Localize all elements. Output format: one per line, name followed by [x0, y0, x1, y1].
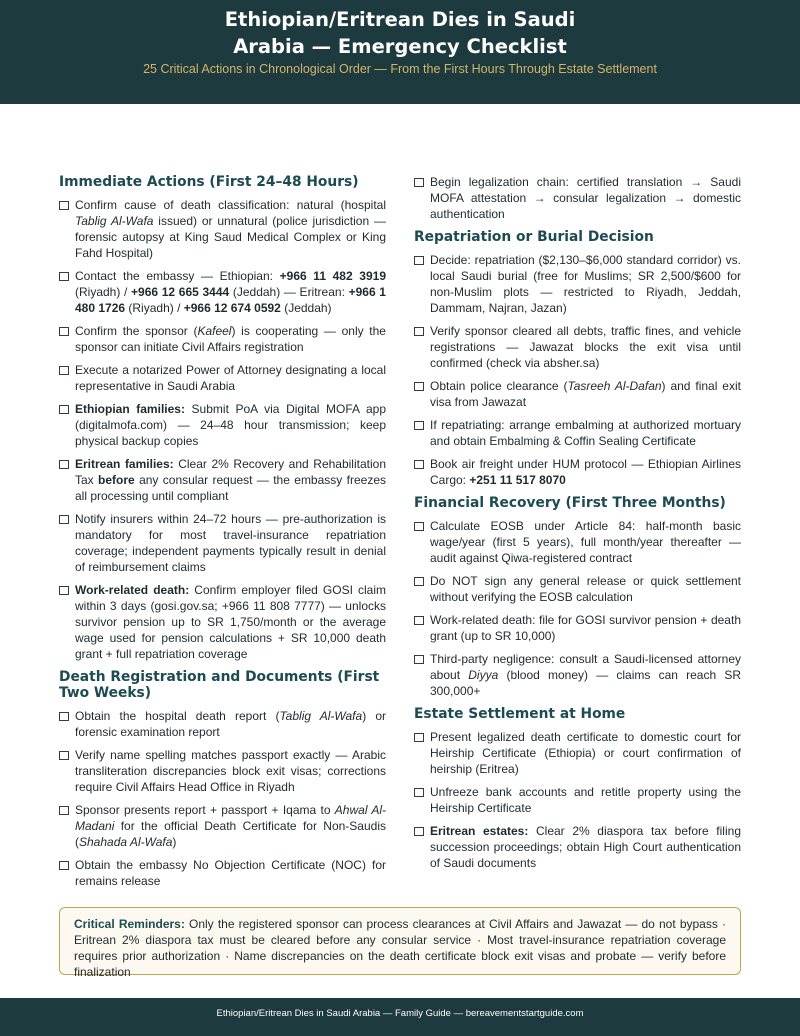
checklist-item-text: Ethiopian families: Submit PoA via Digital MOFA app (digitalmofa.com) — 24–48 hour transmission; keep physical backup copies	[75, 402, 386, 448]
checkbox-icon[interactable]	[59, 272, 69, 281]
checklist-item	[59, 747, 386, 795]
checkbox-icon[interactable]	[414, 733, 424, 742]
checklist-item-text: Eritrean estates: Clear 2% diaspora tax before filing succession proceedings; obtain High Court authentication of Saudi documents	[430, 824, 741, 870]
checkbox-icon[interactable]	[414, 655, 424, 664]
section-title: Immediate Actions (First 24–48 Hours)	[59, 174, 359, 190]
checkbox-icon[interactable]	[414, 522, 424, 531]
checklist-item	[59, 582, 386, 662]
checkbox-icon[interactable]	[59, 712, 69, 721]
checklist-item-text: Begin legalization chain: certified translation → Saudi MOFA attestation → consular legalization → domestic authentication	[430, 175, 741, 221]
section-title: Repatriation or Burial Decision	[414, 229, 654, 245]
checklist-item	[414, 784, 741, 816]
section-title: Financial Recovery (First Three Months)	[414, 495, 726, 511]
checklist-item-text: Obtain police clearance (Tasreeh Al-Dafan) and final exit visa from Jawazat	[430, 379, 741, 409]
checkbox-icon[interactable]	[414, 460, 424, 469]
left-column	[59, 174, 386, 894]
checklist-item	[414, 174, 741, 222]
checklist-columns	[59, 174, 741, 894]
checklist-item-text: Verify sponsor cleared all debts, traffic fines, and vehicle registrations — Jawazat blocks the exit visa until confirmed (check via absher.sa)	[430, 324, 741, 370]
checkbox-icon[interactable]	[414, 421, 424, 430]
checklist-item-text: Notify insurers within 24–72 hours — pre-authorization is mandatory for most travel-insurance repatriation coverage; independent payments typically result in denial of reimbursement claims	[75, 512, 386, 574]
checkbox-icon[interactable]	[59, 861, 69, 870]
checklist-item	[59, 197, 386, 261]
page-footer	[0, 998, 800, 1036]
checklist-item	[414, 456, 741, 488]
checkbox-icon[interactable]	[59, 751, 69, 760]
checklist-item	[59, 401, 386, 449]
checkbox-icon[interactable]	[59, 327, 69, 336]
checklist-item-text: Obtain the hospital death report (Tablig Al-Wafa) or forensic examination report	[75, 709, 386, 739]
checklist-item-text: Work-related death: Confirm employer filed GOSI claim within 3 days (gosi.gov.sa; +966 11 808 7777) — unlocks survivor pension up to SR 1,750/month or the average wage used for pension calculations + SR 10,000 death grant + full repatriation coverage	[75, 583, 386, 661]
checkbox-icon[interactable]	[414, 327, 424, 336]
checklist-item	[414, 651, 741, 699]
checkbox-icon[interactable]	[59, 460, 69, 469]
checklist-item	[414, 612, 741, 644]
checklist-item	[59, 802, 386, 850]
checklist-item-text: Book air freight under HUM protocol — Ethiopian Airlines Cargo: +251 11 517 8070	[430, 457, 741, 487]
right-column	[414, 174, 741, 894]
checklist-item-text: Unfreeze bank accounts and retitle property using the Heirship Certificate	[430, 785, 741, 815]
checkbox-icon[interactable]	[414, 256, 424, 265]
checklist-item	[414, 378, 741, 410]
checklist-item-text: Sponsor presents report + passport + Iqama to Ahwal Al-Madani for the official Death Certificate for Non-Saudis (Shahada Al-Wafa)	[75, 803, 386, 849]
checklist-item	[414, 823, 741, 871]
checkbox-icon[interactable]	[414, 382, 424, 391]
checklist-item-text: Obtain the embassy No Objection Certificate (NOC) for remains release	[75, 858, 386, 888]
checkbox-icon[interactable]	[59, 806, 69, 815]
checkbox-icon[interactable]	[414, 827, 424, 836]
checklist-item	[59, 456, 386, 504]
checklist-item	[59, 708, 386, 740]
checklist-item	[414, 252, 741, 316]
checklist-item	[59, 511, 386, 575]
critical-reminders-text: Only the registered sponsor can process clearances at Civil Affairs and Jawazat — do not bypass · Eritrean 2% diaspora tax must be cleared before any consular service · Most travel-insurance repatriation coverage requires prior authorization · Name discrepancies on the death certificate block exit visas and probate — verify before finalization	[74, 917, 726, 979]
footer-text: Ethiopian/Eritrean Dies in Saudi Arabia — Family Guide — bereavementstartguide.com	[216, 1008, 584, 1019]
checkbox-icon[interactable]	[414, 616, 424, 625]
checkbox-icon[interactable]	[59, 515, 69, 524]
page-subtitle: 25 Critical Actions in Chronological Order — From the First Hours Through Estate Settlement	[143, 62, 657, 76]
checklist-item-text: Do NOT sign any general release or quick settlement without verifying the EOSB calculation	[430, 574, 741, 604]
critical-reminders-label: Critical Reminders:	[74, 917, 185, 931]
checklist-item	[414, 323, 741, 371]
checkbox-icon[interactable]	[414, 577, 424, 586]
checklist-item	[414, 417, 741, 449]
checklist-item-text: Work-related death: file for GOSI survivor pension + death grant (up to SR 10,000)	[430, 613, 741, 643]
checklist-item	[59, 362, 386, 394]
checklist-item-text: Verify name spelling matches passport exactly — Arabic transliteration discrepancies block exit visas; corrections require Civil Affairs Head Office in Riyadh	[75, 748, 386, 794]
critical-reminders-box	[59, 907, 741, 979]
checkbox-icon[interactable]	[59, 366, 69, 375]
page-title: Ethiopian/Eritrean Dies in Saudi Arabia — Emergency Checklist	[224, 8, 576, 58]
checkbox-icon[interactable]	[59, 586, 69, 595]
checklist-item-text: Calculate EOSB under Article 84: half-month basic wage/year (first 5 years), full month/year thereafter — audit against Qiwa-registered contract	[430, 519, 741, 565]
checklist-item-text: Contact the embassy — Ethiopian: +966 11 482 3919 (Riyadh) / +966 12 665 3444 (Jeddah) — Eritrean: +966 1 480 1726 (Riyadh) / +966 12 674 0592 (Jeddah)	[75, 269, 386, 315]
checklist-item	[59, 857, 386, 889]
checklist-item	[59, 323, 386, 355]
checkbox-icon[interactable]	[414, 178, 424, 187]
checklist-item-text: Present legalized death certificate to domestic court for Heirship Certificate (Ethiopia) or court confirmation of heirship (Eritrea)	[430, 730, 741, 776]
checklist-item	[414, 729, 741, 777]
checkbox-icon[interactable]	[59, 201, 69, 210]
checklist-item-text: Third-party negligence: consult a Saudi-licensed attorney about Diyya (blood money) — claims can reach SR 300,000+	[430, 652, 741, 698]
checklist-item-text: Decide: repatriation ($2,130–$6,000 standard corridor) vs. local Saudi burial (free for Muslims; SR 2,500/$600 for non-Muslim plots — restricted to Riyadh, Jeddah, Dammam, Najran, Jazan)	[430, 253, 741, 315]
checklist-item	[414, 573, 741, 605]
checklist-item-text: Confirm cause of death classification: natural (hospital Tablig Al-Wafa issued) or unnatural (police jurisdiction — forensic autopsy at King Saud Medical Complex or King Fahd Hospital)	[75, 198, 386, 260]
checklist-item-text: Execute a notarized Power of Attorney designating a local representative in Saudi Arabia	[75, 363, 386, 393]
section-title: Death Registration and Documents (First Two Weeks)	[59, 669, 380, 701]
checklist-item-text: If repatriating: arrange embalming at authorized mortuary and obtain Embalming & Coffin Sealing Certificate	[430, 418, 741, 448]
page-header	[0, 0, 800, 104]
checkbox-icon[interactable]	[414, 788, 424, 797]
checkbox-icon[interactable]	[59, 405, 69, 414]
checklist-item-text: Confirm the sponsor (Kafeel) is cooperating — only the sponsor can initiate Civil Affairs registration	[75, 324, 386, 354]
checklist-item	[414, 518, 741, 566]
checklist-item-text: Eritrean families: Clear 2% Recovery and Rehabilitation Tax before any consular request — the embassy freezes all processing until compliant	[75, 457, 386, 503]
checklist-item	[59, 268, 386, 316]
section-title: Estate Settlement at Home	[414, 706, 626, 722]
